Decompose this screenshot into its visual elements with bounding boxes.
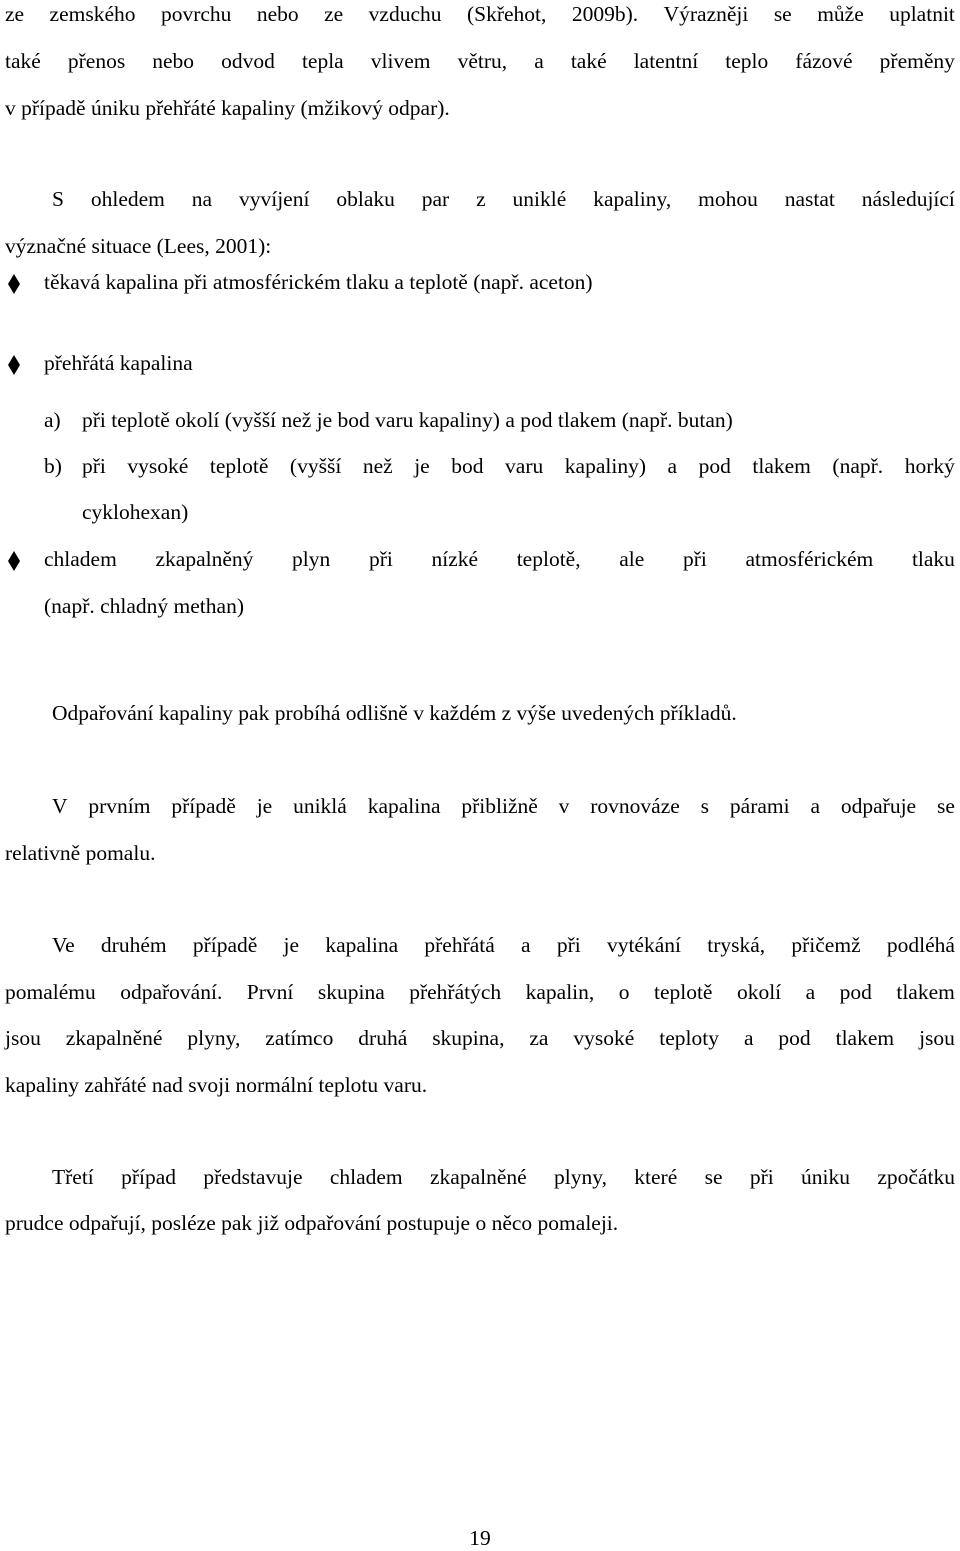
paragraph-second-line-1: [52, 935, 955, 957]
paragraph-first-line-2: relativně pomalu.: [5, 841, 156, 865]
word: kapaliny): [564, 454, 646, 478]
word: Výrazněji: [663, 2, 749, 26]
word: přenos: [67, 49, 126, 73]
word: vytékání: [606, 933, 681, 957]
word: Třetí: [52, 1165, 94, 1189]
word: jsou: [5, 1026, 41, 1050]
paragraph-top-line-3: v případě úniku přehřáté kapaliny (mžikový odpar).: [5, 96, 450, 120]
word: (Skřehot,: [466, 2, 547, 26]
word: prvním: [88, 794, 151, 818]
word: Ve: [52, 933, 75, 957]
word: tlaku: [911, 547, 955, 571]
word: nebo: [152, 49, 195, 73]
paragraph-evaporation: Odpařování kapaliny pak probíhá odlišně v každém z výše uvedených příkladů.: [52, 701, 737, 725]
word: 2009b).: [571, 2, 639, 26]
word: druhá: [358, 1026, 408, 1050]
sublist-marker-b: b): [44, 454, 62, 478]
word: teplotě,: [516, 547, 581, 571]
word: skupina: [317, 980, 385, 1004]
word: horký: [904, 454, 955, 478]
word: tlakem: [752, 454, 811, 478]
word: nebo: [256, 2, 299, 26]
word: přičemž: [791, 933, 861, 957]
word: mohou: [698, 187, 758, 211]
word: vysoké: [573, 1026, 635, 1050]
word: fázové: [795, 49, 853, 73]
sublist-marker-a: a): [44, 408, 61, 432]
word: tlakem: [896, 980, 955, 1004]
word: se: [704, 1165, 723, 1189]
sublist-item-a: při teplotě okolí (vyšší než je bod varu kapaliny) a pod tlakem (např. butan): [82, 408, 733, 432]
word: přibližně: [461, 794, 538, 818]
word: vyvíjení: [238, 187, 310, 211]
word: S: [52, 187, 64, 211]
word: V: [52, 794, 68, 818]
word: atmosférickém: [745, 547, 874, 571]
word: a: [667, 454, 678, 478]
word: teplo: [725, 49, 769, 73]
word: chladem: [44, 547, 117, 571]
word: a: [810, 794, 821, 818]
word: je: [256, 794, 273, 818]
word: ale: [619, 547, 645, 571]
word: povrchu: [160, 2, 232, 26]
word: par: [421, 187, 450, 211]
word: úniku: [801, 1165, 851, 1189]
word: chladem: [329, 1165, 403, 1189]
word: zatímco: [265, 1026, 334, 1050]
word: následující: [861, 187, 955, 211]
word: a: [521, 933, 531, 957]
diamond-bullet-icon: [5, 355, 23, 375]
word: První: [246, 980, 294, 1004]
word: plyn: [292, 547, 331, 571]
word: s: [700, 794, 710, 818]
word: větru,: [457, 49, 508, 73]
bullet-item-2: přehřátá kapalina: [44, 351, 193, 375]
word: zkapalněné: [429, 1165, 527, 1189]
word: tlakem: [835, 1026, 895, 1050]
word: v: [558, 794, 570, 818]
word: vlivem: [370, 49, 431, 73]
word: je: [283, 933, 300, 957]
word: při: [82, 454, 106, 478]
word: pod: [698, 454, 731, 478]
word: uplatnit: [889, 2, 955, 26]
diamond-bullet-icon: [5, 274, 23, 294]
word: teploty: [659, 1026, 719, 1050]
word: přehřátých: [409, 980, 502, 1004]
word: tryská,: [707, 933, 766, 957]
word: (vyšší: [289, 454, 342, 478]
word: podléhá: [886, 933, 955, 957]
paragraph-second-line-3: [5, 1028, 955, 1050]
word: jsou: [919, 1026, 955, 1050]
word: odpařuje: [840, 794, 917, 818]
word: odvod: [221, 49, 275, 73]
word: nízké: [431, 547, 479, 571]
paragraph-top-line-2: [5, 51, 955, 73]
word: zpočátku: [877, 1165, 955, 1189]
word: oblaku: [336, 187, 395, 211]
word: které: [634, 1165, 678, 1189]
word: nastat: [784, 187, 835, 211]
paragraph-third-line-1: [52, 1167, 955, 1189]
word: a: [743, 1026, 754, 1050]
word: ohledem: [90, 187, 165, 211]
word: při: [556, 933, 581, 957]
word: zkapalněné: [65, 1026, 163, 1050]
word: zkapalněný: [155, 547, 254, 571]
word: přehřátá: [424, 933, 495, 957]
word: uniklá: [293, 794, 347, 818]
word: může: [817, 2, 864, 26]
sublist-item-b-line-2: cyklohexan): [82, 500, 189, 524]
word: zemského: [49, 2, 136, 26]
word: uniklé: [512, 187, 567, 211]
word: (např.: [832, 454, 884, 478]
word: kapalina: [325, 933, 399, 957]
paragraph-situations-line-1: [52, 189, 955, 211]
bullet-item-3-line-1: [44, 549, 955, 571]
word: představuje: [203, 1165, 303, 1189]
word: případě: [171, 794, 236, 818]
paragraph-top-line-1: [5, 4, 955, 26]
word: také: [5, 49, 41, 73]
word: tepla: [301, 49, 344, 73]
word: při: [749, 1165, 774, 1189]
word: odpařování.: [120, 980, 223, 1004]
word: kapalin,: [525, 980, 595, 1004]
paragraph-third-line-2: prudce odpařují, posléze pak již odpařování postupuje o něco pomaleji.: [5, 1211, 619, 1235]
word: se: [773, 2, 792, 26]
word: plyny,: [187, 1026, 241, 1050]
word: pod: [839, 980, 872, 1004]
word: okolí: [736, 980, 782, 1004]
page-number: 19: [469, 1526, 491, 1550]
word: z: [476, 187, 486, 211]
word: vysoké: [127, 454, 189, 478]
word: než: [362, 454, 393, 478]
bullet-item-1: těkavá kapalina při atmosférickém tlaku a teplotě (např. aceton): [44, 270, 593, 294]
word: při: [682, 547, 707, 571]
word: také: [570, 49, 607, 73]
word: o: [618, 980, 630, 1004]
word: na: [191, 187, 213, 211]
word: kapaliny,: [593, 187, 672, 211]
word: latentní: [633, 49, 699, 73]
bullet-item-3-line-2: (např. chladný methan): [44, 594, 244, 618]
word: a: [805, 980, 816, 1004]
word: vzduchu: [368, 2, 442, 26]
word: rovnováze: [590, 794, 680, 818]
word: bod: [451, 454, 484, 478]
word: případ: [121, 1165, 177, 1189]
paragraph-second-line-2: [5, 982, 955, 1004]
word: je: [414, 454, 430, 478]
word: přeměny: [879, 49, 955, 73]
word: ze: [324, 2, 344, 26]
sublist-item-b-line-1: [82, 456, 955, 478]
word: pod: [778, 1026, 811, 1050]
word: druhém: [100, 933, 167, 957]
word: teplotě: [209, 454, 269, 478]
diamond-bullet-icon: [5, 551, 23, 571]
word: a: [534, 49, 544, 73]
word: ze: [5, 2, 25, 26]
paragraph-second-line-4: kapaliny zahřáté nad svoji normální teplotu varu.: [5, 1073, 428, 1097]
word: teplotě: [653, 980, 713, 1004]
word: kapalina: [367, 794, 441, 818]
word: pomalému: [5, 980, 96, 1004]
word: při: [368, 547, 393, 571]
word: párami: [729, 794, 790, 818]
word: se: [936, 794, 955, 818]
paragraph-first-line-1: [52, 796, 955, 818]
word: za: [529, 1026, 549, 1050]
paragraph-situations-line-2: význačné situace (Lees, 2001):: [5, 234, 272, 258]
word: případě: [192, 933, 258, 957]
word: skupina,: [432, 1026, 505, 1050]
word: plyny,: [554, 1165, 607, 1189]
word: varu: [505, 454, 544, 478]
